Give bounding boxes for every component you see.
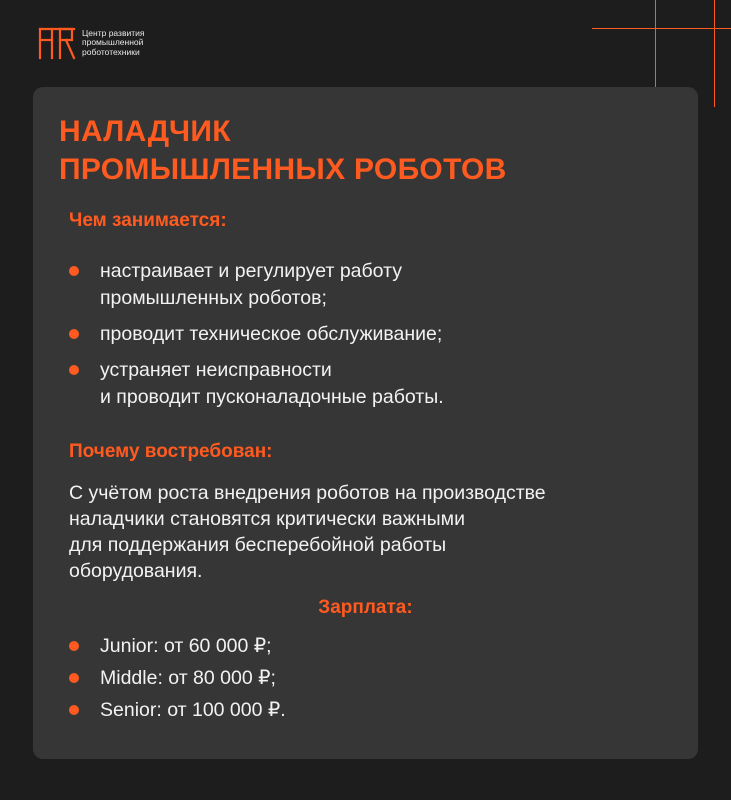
list-item-text: настраивает и регулирует работу (100, 260, 402, 282)
paragraph-line: С учётом роста внедрения роботов на производстве (69, 482, 546, 504)
bullet-dot-icon (69, 266, 79, 276)
list-item (69, 258, 444, 312)
logo-mark-icon (38, 26, 76, 60)
logo (38, 26, 144, 60)
list-item (69, 697, 286, 723)
salary-senior: Senior: от 100 000 ₽. (100, 699, 286, 721)
salary-heading: Зарплата: (318, 597, 413, 618)
bullet-dot-icon (69, 365, 79, 375)
list-item-text: промышленных роботов; (100, 287, 327, 309)
logo-text (82, 29, 144, 58)
duties-heading: Чем занимается: (69, 210, 227, 231)
logo-text-line: робототехники (82, 46, 140, 57)
bullet-dot-icon (69, 705, 79, 715)
content-card (33, 87, 698, 759)
logo-text-line: промышленной (82, 37, 144, 48)
title-line: ПРОМЫШЛЕННЫХ РОБОТОВ (59, 153, 507, 186)
demand-paragraph (69, 480, 546, 584)
salary-list (69, 633, 286, 729)
bullet-dot-icon (69, 329, 79, 339)
bullet-dot-icon (69, 641, 79, 651)
list-item (69, 357, 444, 411)
duties-list (69, 258, 444, 420)
list-item-text: устраняет неисправности (100, 359, 332, 381)
title-line: НАЛАДЧИК (59, 115, 231, 148)
paragraph-line: оборудования. (69, 560, 203, 582)
paragraph-line: наладчики становятся критически важными (69, 508, 465, 530)
salary-middle: Middle: от 80 000 ₽; (100, 667, 276, 689)
page-title (59, 113, 507, 189)
paragraph-line: для поддержания бесперебойной работы (69, 534, 447, 556)
salary-junior: Junior: от 60 000 ₽; (100, 635, 272, 657)
list-item (69, 321, 444, 348)
list-item (69, 633, 286, 659)
list-item (69, 665, 286, 691)
list-item-text: проводит техническое обслуживание; (100, 323, 443, 345)
bullet-dot-icon (69, 673, 79, 683)
demand-heading: Почему востребован: (69, 441, 273, 462)
list-item-text: и проводит пусконаладочные работы. (100, 386, 444, 408)
logo-text-line: Центр развития (82, 27, 145, 38)
